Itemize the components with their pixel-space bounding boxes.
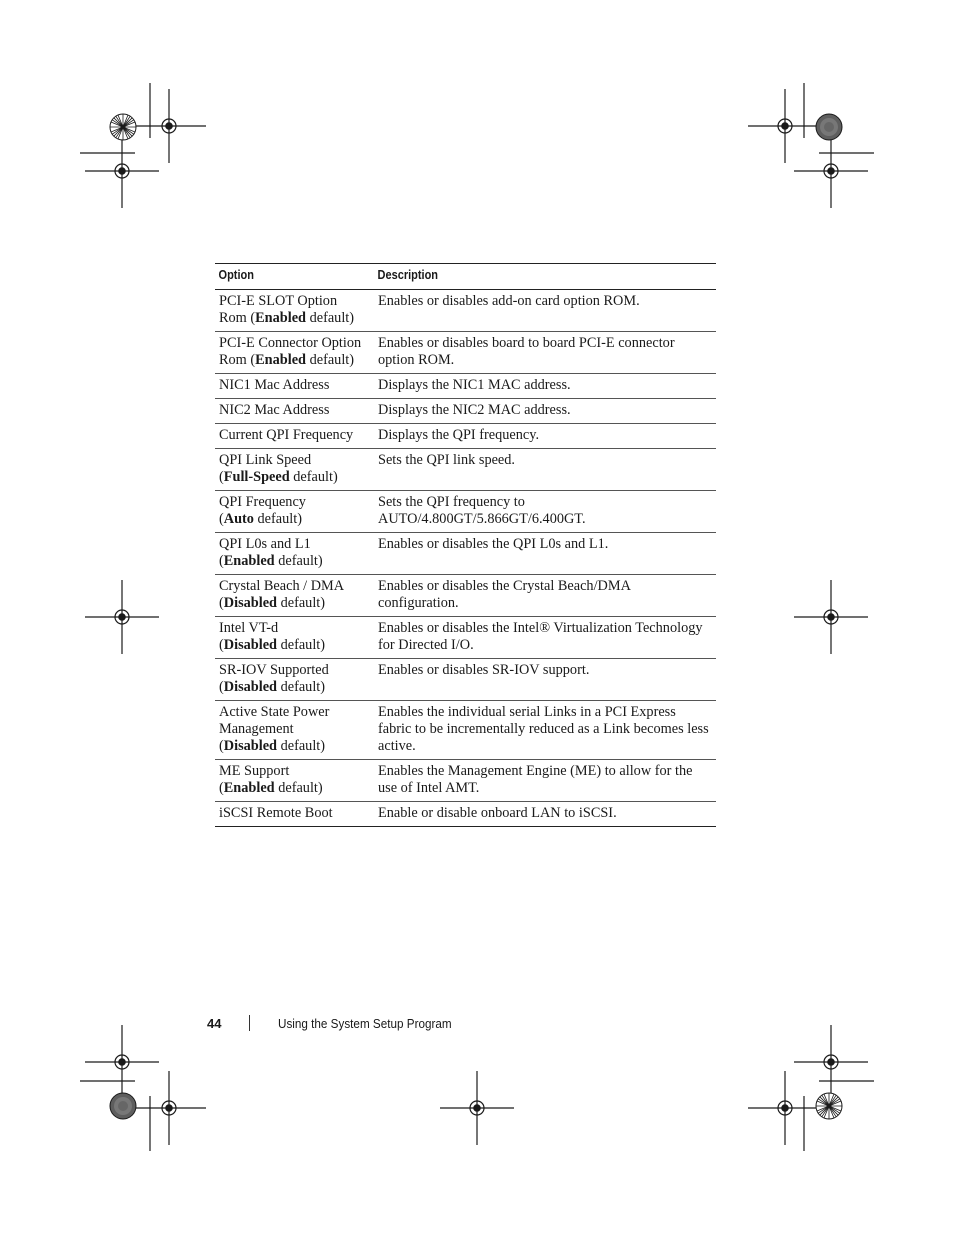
description-cell: Enables the individual serial Links in a PCI Express fabric to be incrementally reduced as a Link becomes less active. [374, 701, 716, 760]
option-text-tail: Rom ( [219, 352, 256, 368]
option-text: SR-IOV Supported [219, 662, 329, 678]
option-text [219, 738, 370, 755]
option-text-tail: ( [219, 637, 224, 653]
option-text [219, 310, 370, 327]
table-row [215, 659, 716, 701]
option-cell [215, 617, 374, 659]
option-text [219, 637, 370, 654]
option-text-tail: ( [219, 511, 224, 527]
table-row [215, 399, 716, 424]
table-row [215, 802, 716, 827]
option-text-tail: ( [219, 780, 224, 796]
description-cell: Sets the QPI frequency to AUTO/4.800GT/5.866GT/6.400GT. [374, 491, 716, 533]
description-cell: Sets the QPI link speed. [374, 449, 716, 491]
options-table [215, 263, 716, 827]
option-text [219, 511, 370, 528]
option-cell [215, 290, 374, 332]
option-text-tail: Rom ( [219, 310, 256, 326]
footer-divider [249, 1015, 250, 1031]
default-value: Full-Speed [223, 469, 290, 485]
table-row [215, 290, 716, 332]
option-text-tail: ( [219, 679, 224, 695]
description-cell: Displays the QPI frequency. [374, 424, 716, 449]
description-cell: Enables the Management Engine (ME) to allow for the use of Intel AMT. [374, 760, 716, 802]
description-cell: Enables or disables board to board PCI-E connector option ROM. [374, 332, 716, 374]
option-text: Intel VT-d [219, 620, 279, 636]
option-text: QPI L0s and L1 [219, 536, 311, 552]
option-text: Management [219, 721, 294, 737]
default-suffix: default) [277, 679, 326, 695]
option-text-tail: ( [219, 553, 224, 569]
option-text [219, 679, 370, 696]
default-suffix: default) [277, 595, 326, 611]
table-row [215, 575, 716, 617]
default-suffix: default) [277, 637, 326, 653]
option-text: QPI Frequency [219, 494, 306, 510]
page-number: 44 [207, 1016, 222, 1031]
option-text: PCI-E SLOT Option [219, 293, 338, 309]
option-text: PCI-E Connector Option [219, 335, 362, 351]
table-row [215, 760, 716, 802]
option-text: Current QPI Frequency [219, 427, 354, 443]
table-row [215, 332, 716, 374]
default-value: Enabled [255, 352, 306, 368]
table-row [215, 424, 716, 449]
default-value: Disabled [223, 679, 277, 695]
option-text-tail: ( [219, 469, 224, 485]
option-cell [215, 332, 374, 374]
option-text: ME Support [219, 763, 290, 779]
description-cell: Enables or disables the QPI L0s and L1. [374, 533, 716, 575]
option-cell [215, 399, 374, 424]
option-text: iSCSI Remote Boot [219, 805, 333, 821]
option-cell [215, 659, 374, 701]
description-cell: Enables or disables SR-IOV support. [374, 659, 716, 701]
table-row [215, 491, 716, 533]
default-value: Disabled [223, 637, 277, 653]
table-row [215, 449, 716, 491]
default-value: Disabled [223, 738, 277, 754]
description-cell: Enables or disables the Intel® Virtualization Technology for Directed I/O. [374, 617, 716, 659]
option-cell [215, 701, 374, 760]
default-value: Auto [223, 511, 254, 527]
option-text: QPI Link Speed [219, 452, 312, 468]
table-row [215, 374, 716, 399]
option-cell [215, 491, 374, 533]
option-column-header: Option [215, 264, 355, 290]
option-cell [215, 449, 374, 491]
description-cell: Displays the NIC1 MAC address. [374, 374, 716, 399]
option-text-tail: ( [219, 595, 224, 611]
description-cell: Enable or disable onboard LAN to iSCSI. [374, 802, 716, 827]
description-cell: Enables or disables the Crystal Beach/DMA configuration. [374, 575, 716, 617]
option-cell [215, 533, 374, 575]
default-value: Enabled [223, 553, 275, 569]
option-cell [215, 575, 374, 617]
option-text [219, 595, 370, 612]
default-suffix: default) [277, 738, 326, 754]
option-text-tail: ( [219, 738, 224, 754]
option-cell [215, 760, 374, 802]
default-value: Disabled [223, 595, 277, 611]
default-value: Enabled [255, 310, 306, 326]
description-cell: Displays the NIC2 MAC address. [374, 399, 716, 424]
default-suffix: default) [306, 352, 355, 368]
option-text [219, 553, 370, 570]
option-text: NIC2 Mac Address [219, 402, 330, 418]
table-row [215, 701, 716, 760]
option-cell [215, 802, 374, 827]
option-text: NIC1 Mac Address [219, 377, 330, 393]
option-text [219, 352, 370, 369]
default-suffix: default) [274, 780, 323, 796]
default-suffix: default) [274, 553, 323, 569]
description-cell: Enables or disables add-on card option ROM. [374, 290, 716, 332]
default-value: Enabled [223, 780, 275, 796]
footer-title: Using the System Setup Program [278, 1016, 452, 1031]
default-suffix: default) [289, 469, 338, 485]
option-text: Crystal Beach / DMA [219, 578, 345, 594]
table-row [215, 617, 716, 659]
description-column-header: Description [374, 264, 675, 290]
option-text: Active State Power [219, 704, 330, 720]
default-suffix: default) [306, 310, 355, 326]
default-suffix: default) [253, 511, 302, 527]
table-row [215, 533, 716, 575]
option-cell [215, 424, 374, 449]
option-text [219, 780, 370, 797]
table-header-row [215, 264, 716, 290]
option-text [219, 469, 370, 486]
option-cell [215, 374, 374, 399]
table-body [215, 290, 716, 827]
